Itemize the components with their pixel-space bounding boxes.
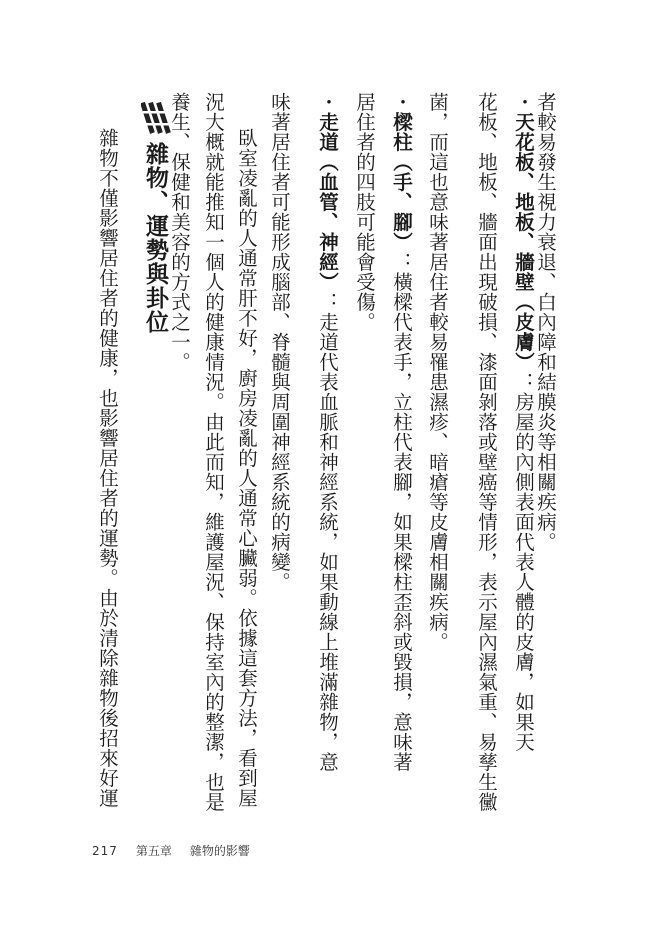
text-column: 花板、地板、牆面出現破損、漆面剝落或壁癌等情形，表示屋內濕氣重、易孳生黴 xyxy=(475,92,498,812)
bullet-description: ：走道代表血脈和神經系統，如果動線上堆滿雜物，意 xyxy=(316,292,339,772)
paragraph-column: 況大概就能推知一個人的健康情況。由此而知，維護屋況、保持室內的整潔，也是 xyxy=(202,92,225,812)
bullet-hallways xyxy=(314,92,340,822)
bullet-marker: ・ xyxy=(512,92,535,112)
text-column: 菌，而這也意味著居住者較易罹患濕疹、暗瘡等皮膚相關疾病。 xyxy=(426,92,449,652)
bullet-term: 天花板、地板、牆壁（皮膚） xyxy=(512,112,535,372)
bullet-ceiling-floor-walls xyxy=(510,92,536,822)
section-heading-text: 雜物、運勢與卦位 xyxy=(142,142,168,334)
section-heading xyxy=(139,100,172,334)
paragraph-column: 臥室凌亂的人通常肝不好，廚房凌亂的人通常心臟弱。依據這套方法，看到屋 xyxy=(235,128,258,808)
text-column: 者較易發生視力衰退、白內障和結膜炎等相關疾病。 xyxy=(534,92,557,552)
chapter-title: 雜物的影響 xyxy=(189,844,250,858)
text-column: 居住者的四肢可能會受傷。 xyxy=(353,92,376,332)
paragraph-column: 養生、保健和美容的方式之一。 xyxy=(168,92,191,372)
bullet-marker: ・ xyxy=(390,92,413,112)
page-footer xyxy=(92,842,250,859)
bullet-marker: ・ xyxy=(316,92,339,112)
bullet-description: ：房屋的內側表面代表人體的皮膚，如果天 xyxy=(512,372,535,752)
bullet-description: ：橫樑代表手，立柱代表腳，如果樑柱歪斜或毀損，意味著 xyxy=(390,252,413,772)
text-column: 味著居住者可能形成腦部、脊髓與周圍神經系統的病變。 xyxy=(268,92,291,592)
chapter-number: 第五章 xyxy=(135,844,172,858)
bullet-term: 走道（血管、神經） xyxy=(316,112,339,292)
bullet-term: 樑柱（手、腳） xyxy=(390,112,413,252)
bullet-beams-pillars xyxy=(388,92,414,822)
bamboo-slip-icon xyxy=(141,100,171,136)
paragraph-column: 雜物不僅影響居住者的健康，也影響居住者的運勢。由於清除雜物後招來好運 xyxy=(96,128,119,808)
page-number: 217 xyxy=(92,844,118,858)
